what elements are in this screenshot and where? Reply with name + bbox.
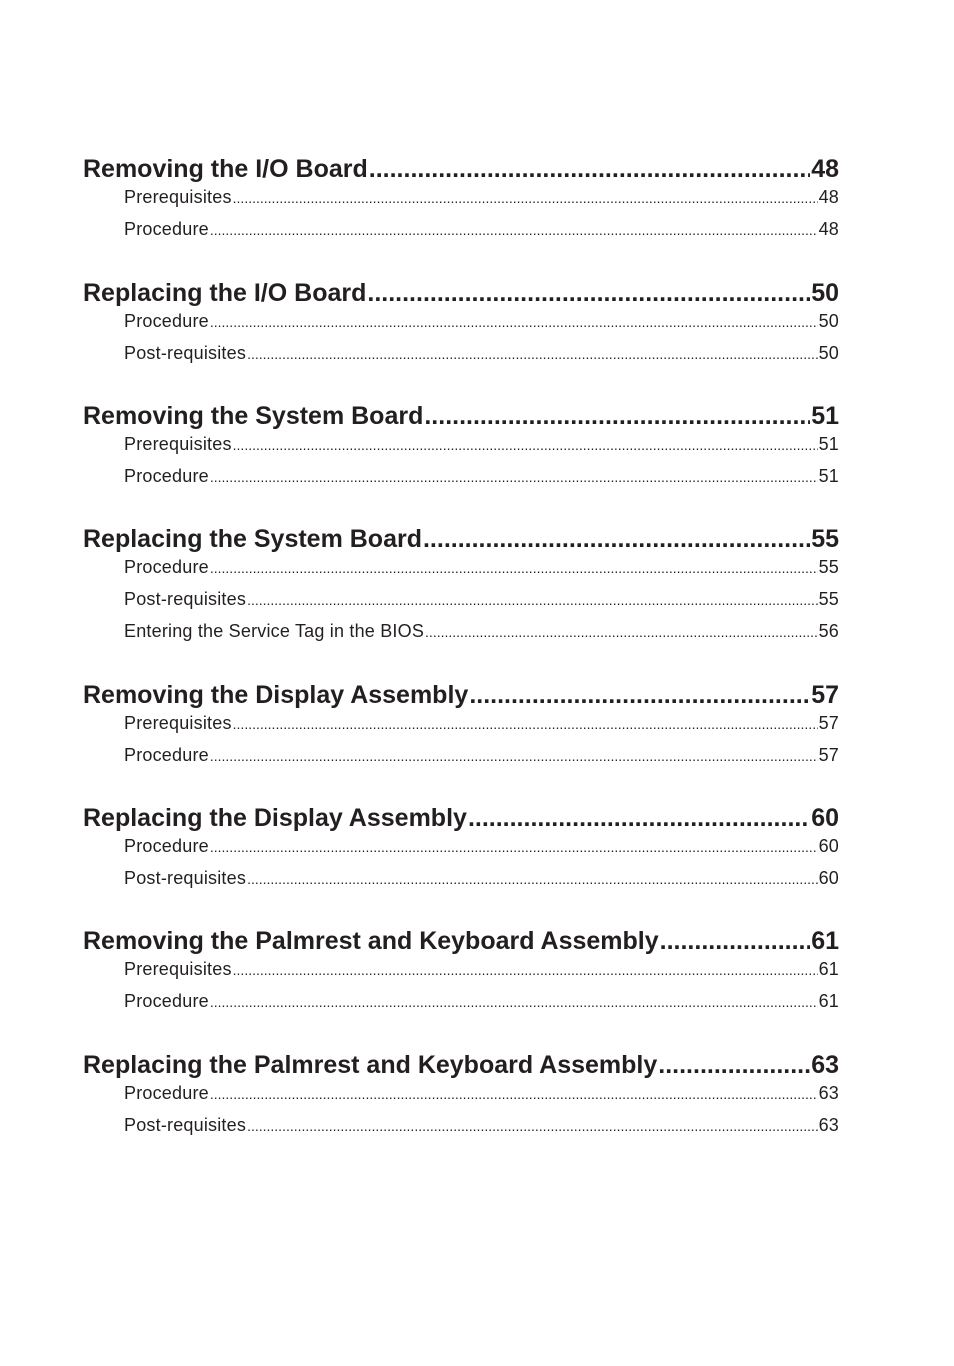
toc-subentry[interactable]: [124, 713, 839, 745]
chapter-title: Replacing the Display Assembly: [83, 804, 467, 832]
dot-leader: [247, 871, 818, 887]
toc-section: [83, 927, 839, 1023]
toc-subentry[interactable]: [124, 219, 839, 251]
dot-leader: [210, 839, 818, 855]
toc-section: [83, 804, 839, 900]
dot-leader: [468, 804, 810, 833]
subentry-title: Procedure: [124, 219, 209, 239]
toc-section: [83, 155, 839, 251]
subentry-title: Procedure: [124, 991, 209, 1011]
subentry-page-number: 63: [818, 1083, 839, 1103]
subentry-title: Post-requisites: [124, 343, 247, 363]
subentry-title: Procedure: [124, 745, 209, 765]
toc-subentry[interactable]: [124, 745, 839, 777]
subentry-page-number: 57: [818, 745, 839, 765]
toc-subentry[interactable]: [124, 836, 839, 868]
dot-leader: [210, 748, 818, 764]
subentry-page-number: 50: [818, 311, 839, 331]
dot-leader: [425, 624, 818, 640]
dot-leader: [247, 346, 818, 362]
toc-section: [83, 279, 839, 375]
toc-subentry[interactable]: [124, 991, 839, 1023]
chapter-title: Removing the Display Assembly: [83, 681, 469, 709]
dot-leader: [367, 279, 810, 308]
chapter-title: Replacing the System Board: [83, 525, 422, 553]
subentry-page-number: 50: [818, 343, 839, 363]
dot-leader: [247, 592, 818, 608]
chapter-title: Removing the Palmrest and Keyboard Assembly: [83, 927, 659, 955]
subentry-page-number: 61: [818, 959, 839, 979]
subentry-title: Procedure: [124, 1083, 209, 1103]
dot-leader: [233, 437, 818, 453]
subentry-title: Post-requisites: [124, 1115, 247, 1135]
dot-leader: [210, 560, 818, 576]
dot-leader: [660, 927, 811, 956]
toc-subentry[interactable]: [124, 343, 839, 375]
subentry-title: Prerequisites: [124, 187, 232, 207]
subentry-title: Procedure: [124, 466, 209, 486]
dot-leader: [233, 190, 818, 206]
subentry-page-number: 56: [818, 621, 839, 641]
chapter-title: Removing the System Board: [83, 402, 424, 430]
chapter-page-number: 63: [811, 1051, 839, 1079]
toc-chapter-entry[interactable]: [83, 155, 839, 187]
subentry-title: Procedure: [124, 836, 209, 856]
subentry-title: Prerequisites: [124, 959, 232, 979]
toc-subentry[interactable]: [124, 621, 839, 653]
subentry-title: Post-requisites: [124, 589, 247, 609]
toc-chapter-entry[interactable]: [83, 525, 839, 557]
toc-section: [83, 402, 839, 498]
toc-chapter-entry[interactable]: [83, 402, 839, 434]
dot-leader: [210, 469, 818, 485]
subentry-title: Prerequisites: [124, 434, 232, 454]
toc-chapter-entry[interactable]: [83, 1051, 839, 1083]
subentry-page-number: 60: [818, 868, 839, 888]
subentry-page-number: 63: [818, 1115, 839, 1135]
chapter-page-number: 57: [811, 681, 839, 709]
subentry-page-number: 60: [818, 836, 839, 856]
chapter-page-number: 61: [811, 927, 839, 955]
subentry-page-number: 48: [818, 187, 839, 207]
dot-leader: [210, 222, 818, 238]
toc-subentry[interactable]: [124, 311, 839, 343]
chapter-page-number: 55: [811, 525, 839, 553]
subentry-title: Prerequisites: [124, 713, 232, 733]
toc-subentry[interactable]: [124, 868, 839, 900]
dot-leader: [369, 155, 810, 184]
dot-leader: [247, 1118, 818, 1134]
toc-section: [83, 1051, 839, 1147]
dot-leader: [424, 402, 810, 431]
subentry-page-number: 51: [818, 466, 839, 486]
toc-subentry[interactable]: [124, 959, 839, 991]
toc-subentry[interactable]: [124, 434, 839, 466]
subentry-page-number: 57: [818, 713, 839, 733]
chapter-page-number: 60: [811, 804, 839, 832]
toc-chapter-entry[interactable]: [83, 804, 839, 836]
subentry-page-number: 51: [818, 434, 839, 454]
dot-leader: [210, 994, 818, 1010]
toc-chapter-entry[interactable]: [83, 279, 839, 311]
dot-leader: [210, 314, 818, 330]
dot-leader: [233, 716, 818, 732]
dot-leader: [469, 681, 810, 710]
dot-leader: [233, 962, 818, 978]
toc-section: [83, 525, 839, 653]
toc-chapter-entry[interactable]: [83, 681, 839, 713]
subentry-page-number: 55: [818, 557, 839, 577]
subentry-title: Post-requisites: [124, 868, 247, 888]
subentry-title: Procedure: [124, 557, 209, 577]
subentry-title: Procedure: [124, 311, 209, 331]
toc-subentry[interactable]: [124, 1115, 839, 1147]
chapter-page-number: 51: [811, 402, 839, 430]
chapter-page-number: 48: [811, 155, 839, 183]
chapter-title: Replacing the Palmrest and Keyboard Assembly: [83, 1051, 658, 1079]
toc-section: [83, 681, 839, 777]
chapter-page-number: 50: [811, 279, 839, 307]
dot-leader: [210, 1086, 818, 1102]
subentry-page-number: 61: [818, 991, 839, 1011]
chapter-title: Replacing the I/O Board: [83, 279, 367, 307]
toc-subentry[interactable]: [124, 589, 839, 621]
toc-subentry[interactable]: [124, 1083, 839, 1115]
chapter-title: Removing the I/O Board: [83, 155, 368, 183]
dot-leader: [658, 1051, 810, 1080]
toc-chapter-entry[interactable]: [83, 927, 839, 959]
toc-subentry[interactable]: [124, 187, 839, 219]
dot-leader: [423, 525, 810, 554]
subentry-page-number: 55: [818, 589, 839, 609]
subentry-title: Entering the Service Tag in the BIOS: [124, 621, 425, 641]
toc-subentry[interactable]: [124, 466, 839, 498]
subentry-page-number: 48: [818, 219, 839, 239]
toc-subentry[interactable]: [124, 557, 839, 589]
